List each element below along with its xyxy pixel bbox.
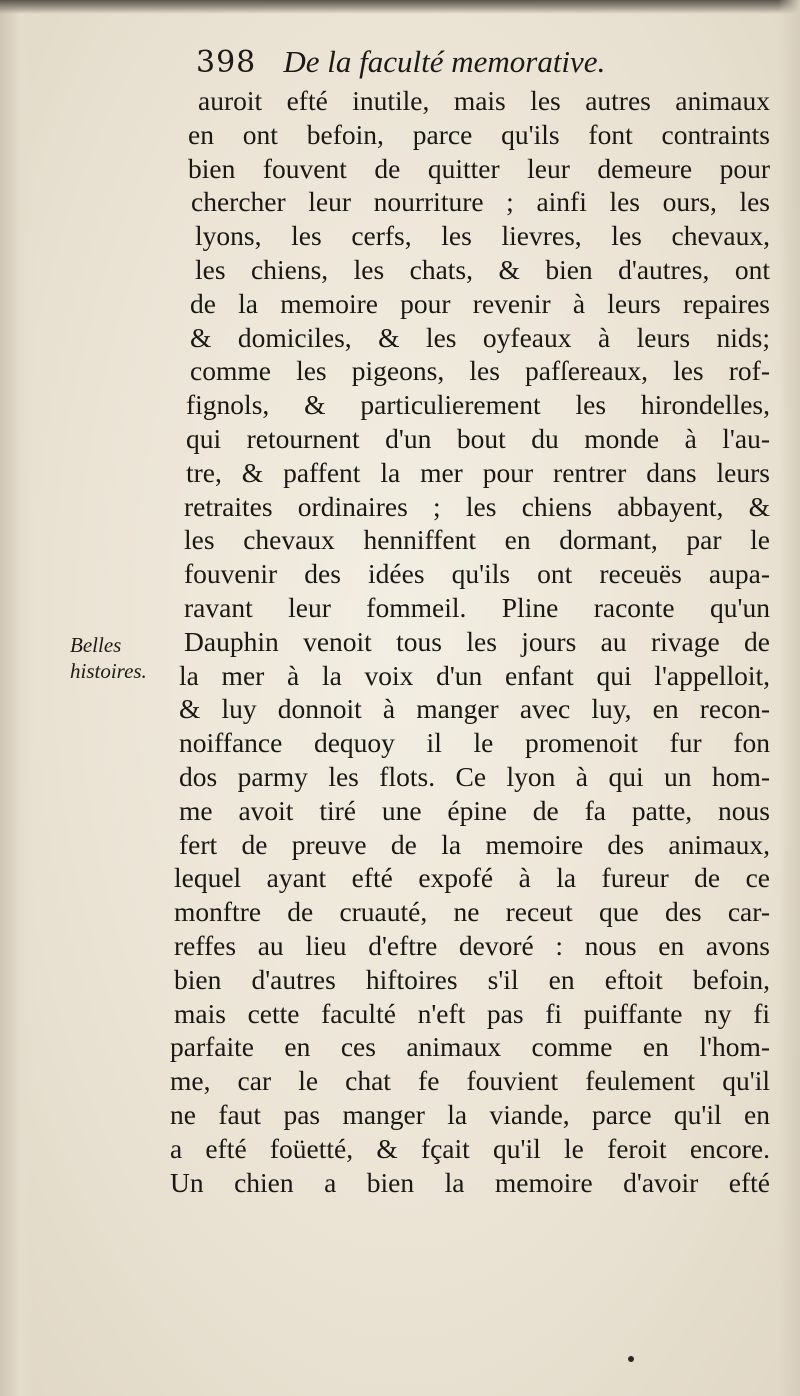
text-line: noiffance dequoy il le promenoit fur fon bbox=[179, 727, 770, 759]
page-number: 398 bbox=[196, 45, 257, 80]
running-head bbox=[196, 44, 605, 84]
text-line: ne faut pas manger la viande, parce qu'il en bbox=[170, 1098, 770, 1130]
text-line: lequel ayant efté expofé à la fureur de ce bbox=[174, 862, 770, 894]
text-line: fouvenir des idées qu'ils ont receuës aupa- bbox=[184, 558, 770, 590]
text-line: a efté foüetté, & fçait qu'il le feroit encore. bbox=[170, 1132, 770, 1164]
text-line: retraites ordinaires ; les chiens abbayent, & bbox=[184, 490, 770, 522]
text-line: bien d'autres hiftoires s'il en eftoit befoin, bbox=[174, 963, 770, 995]
text-line: de la memoire pour revenir à leurs repaires bbox=[190, 287, 770, 319]
text-line: auroit efté inutile, mais les autres animaux bbox=[198, 85, 770, 116]
text-line: Un chien a bien la memoire d'avoir efté bbox=[170, 1166, 770, 1198]
text-line: Dauphin venoit tous les jours au rivage de bbox=[184, 625, 770, 657]
text-line: parfaite en ces animaux comme en l'hom- bbox=[170, 1031, 770, 1063]
text-line: fignols, & particulierement les hirondelles, bbox=[186, 389, 770, 421]
text-line: reffes au lieu d'eftre devoré : nous en avons bbox=[174, 929, 770, 961]
text-line: la mer à la voix d'un enfant qui l'appelloit, bbox=[179, 659, 770, 691]
margin-note-line: Belles bbox=[70, 633, 122, 657]
running-title: De la faculté memorative. bbox=[283, 44, 606, 79]
text-line: chercher leur nourriture ; ainfi les ours, les bbox=[191, 186, 770, 218]
ink-dot bbox=[628, 1356, 634, 1362]
text-line: me avoit tiré une épine de fa patte, nous bbox=[179, 794, 770, 826]
text-line: en ont befoin, parce qu'ils font contraints bbox=[188, 118, 770, 150]
text-line: dos parmy les flots. Ce lyon à qui un hom- bbox=[179, 760, 770, 792]
text-line: & luy donnoit à manger avec luy, en recon- bbox=[179, 693, 770, 725]
text-line: mais cette faculté n'eft pas fi puiffante ny fi bbox=[174, 997, 770, 1029]
text-line: comme les pigeons, les pafſereaux, les rof- bbox=[190, 355, 770, 387]
text-line: tre, & paffent la mer pour rentrer dans leurs bbox=[186, 456, 770, 488]
page-top-edge bbox=[0, 0, 800, 14]
margin-note-line: histoires. bbox=[70, 659, 147, 683]
body-text bbox=[164, 84, 770, 1199]
text-line: & domiciles, & les oyfeaux à leurs nids; bbox=[190, 321, 770, 353]
text-line: les chevaux henniffent en dormant, par le bbox=[184, 524, 770, 556]
text-line: ravant leur fommeil. Pline raconte qu'un bbox=[184, 591, 770, 623]
text-line: me, car le chat fe fouvient feulement qu'il bbox=[170, 1065, 770, 1097]
text-line: bien fouvent de quitter leur demeure pour bbox=[188, 152, 770, 184]
text-line: qui retournent d'un bout du monde à l'au- bbox=[186, 422, 770, 454]
page-right-edge bbox=[778, 0, 800, 1396]
text-line: monftre de cruauté, ne receut que des car- bbox=[174, 896, 770, 928]
text-line: fert de preuve de la memoire des animaux, bbox=[179, 828, 770, 860]
text-line: lyons, les cerfs, les lievres, les chevaux, bbox=[195, 220, 770, 252]
page-gutter-shadow bbox=[0, 0, 34, 1396]
margin-note bbox=[70, 632, 170, 684]
text-line: les chiens, les chats, & bien d'autres, ont bbox=[195, 253, 770, 285]
